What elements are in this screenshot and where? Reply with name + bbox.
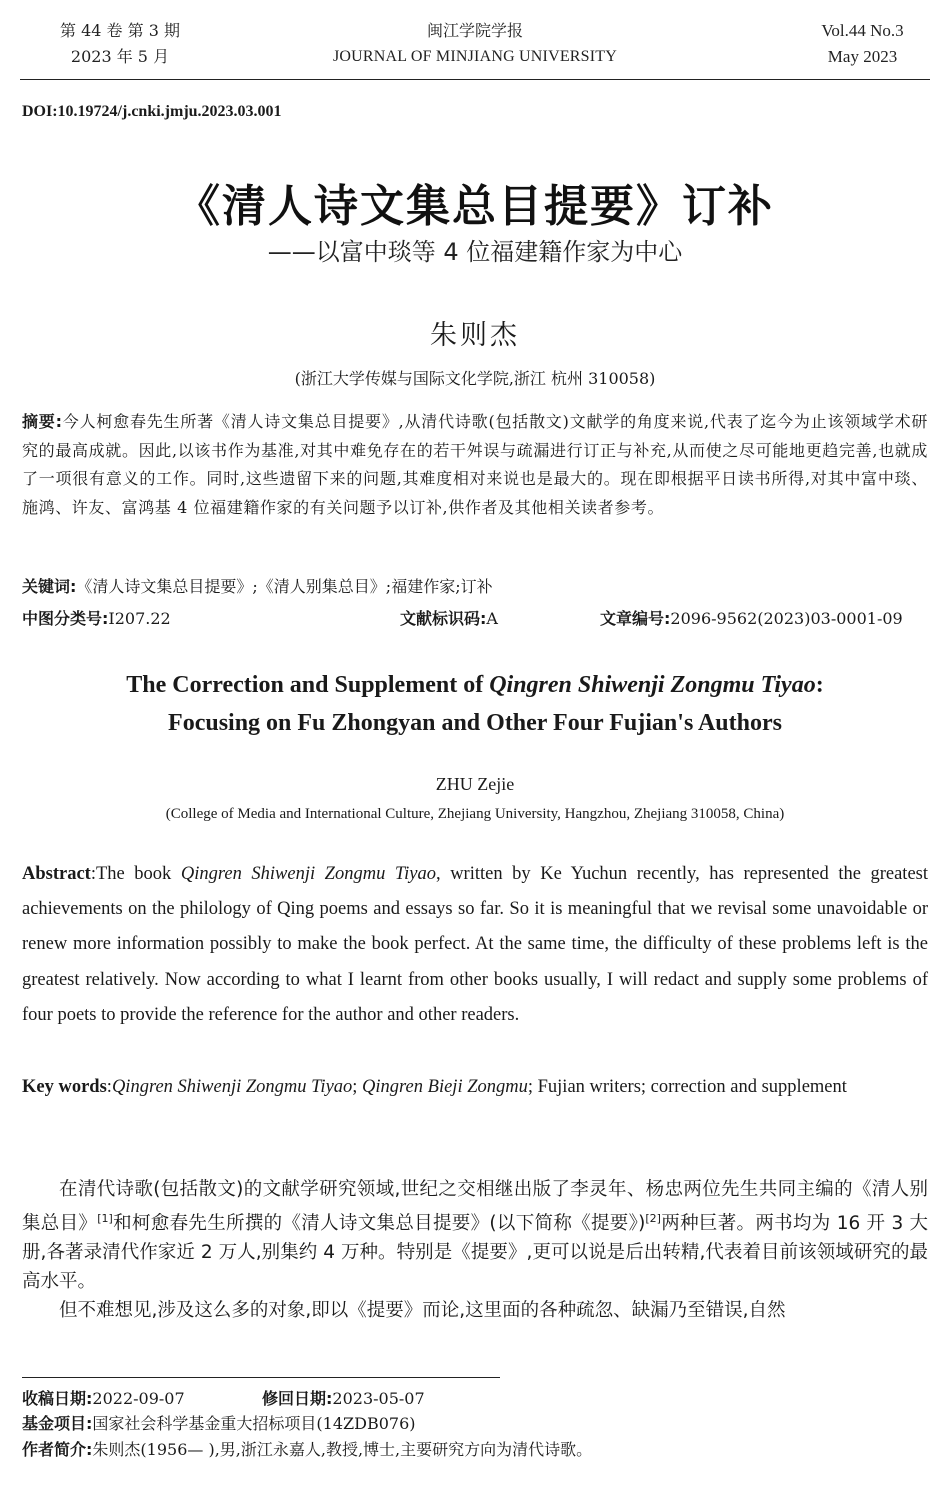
citation-1[interactable]: [1] <box>97 1212 113 1225</box>
document-code <box>400 606 498 629</box>
document-code-value: A <box>486 609 498 628</box>
title-en-line2: Focusing on Fu Zhongyan and Other Four Fujian's Authors <box>168 710 782 736</box>
journal-name <box>300 18 650 70</box>
author-name-en: ZHU Zejie <box>435 774 515 794</box>
article-number <box>600 606 903 629</box>
keywords-en-rest: ; Fujian writers; correction and supplement <box>527 1077 847 1097</box>
title-en-colon: : <box>815 672 824 698</box>
received-date <box>22 1389 185 1408</box>
keywords-en-label: Key words <box>22 1077 107 1097</box>
article-number-value: 2096-9562(2023)03-0001-09 <box>670 609 903 628</box>
bio-label: 作者简介: <box>22 1440 93 1459</box>
keywords-en-book1: Qingren Shiwenji Zongmu Tiyao <box>111 1077 353 1097</box>
volume-issue-cn: 第 44 卷 第 3 期 <box>60 21 180 40</box>
date-cn: 2023 年 5 月 <box>70 47 170 66</box>
p1-part-b: 和柯愈春先生所撰的《清人诗文集总目提要》(以下简称《提要》) <box>112 1213 646 1234</box>
keywords-cn <box>22 574 928 597</box>
p1-part-c: 两种巨著。两书均为 16 开 3 大册,各著录清代作家近 2 万人,别集约 4 万种。特别是《提要》,更可以说是后出转精,代表着目前该领域研究的最高水平。 <box>22 1213 928 1292</box>
journal-issue-cn <box>45 18 195 70</box>
journal-name-cn: 闽江学院学报 <box>426 21 523 40</box>
abstract-en-pre: The book <box>95 864 181 884</box>
abstract-en <box>22 857 928 1033</box>
keywords-en-sep: : <box>106 1077 112 1097</box>
clc-label: 中图分类号: <box>22 609 109 628</box>
revised-label: 修回日期: <box>262 1389 333 1408</box>
abstract-en-label: Abstract <box>22 864 91 884</box>
footnote-divider <box>22 1377 500 1378</box>
fund-value: 国家社会科学基金重大招标项目(14ZDB076) <box>92 1414 416 1433</box>
footnote-fund <box>22 1411 928 1434</box>
received-value: 2022-09-07 <box>92 1389 185 1408</box>
received-label: 收稿日期: <box>22 1389 93 1408</box>
keywords-en <box>22 1070 928 1105</box>
title-en-book: Qingren Shiwenji Zongmu Tiyao <box>489 672 816 698</box>
volume-issue-en: Vol.44 No.3 <box>821 21 904 40</box>
author-name-cn: 朱则杰 <box>430 320 520 351</box>
footnote-author-bio <box>22 1437 928 1460</box>
title-en-line1 <box>0 666 950 704</box>
article-number-label: 文章编号: <box>600 609 671 628</box>
abstract-en-text: , written by Ke Yuchun recently, has represented the greatest achievements on the philology of Qing poems and essays so far. So it is meaningful that we revisal some unavoidable or renew more information possibly to make the book perfect. At the same time, the difficulty of these problems left is the greatest relatively. Now according to what I learnt from other books usually, I will redact and supply some problems of four poets to provide the reference for the author and other readers. <box>22 864 928 1025</box>
abstract-cn-text: 今人柯愈春先生所著《清人诗文集总目提要》,从清代诗歌(包括散文)文献学的角度来说,代表了迄今为止该领域学术研究的最高成就。因此,以该书作为基准,对其中难免存在的若干舛误与疏漏进行订正与补充,从而使之尽可能地更趋完善,也就成了一项很有意义的工作。同时,这些遗留下来的问题,其难度相对来说也是最大的。现在即根据平日读书所得,对其中富中琰、施鸿、许友、富鸿基 4 位福建籍作家的有关问题予以订补,供作者及其他相关读者参考。 <box>22 412 929 518</box>
clc-number <box>22 606 171 629</box>
document-code-label: 文献标识码: <box>400 609 487 628</box>
revised-date <box>262 1386 425 1409</box>
article-title-cn: 《清人诗文集总目提要》订补 <box>176 181 774 232</box>
doi[interactable]: DOI:10.19724/j.cnki.jmju.2023.03.001 <box>22 103 282 120</box>
date-en: May 2023 <box>827 47 898 66</box>
body-text <box>22 1175 928 1325</box>
body-paragraph-1 <box>22 1175 928 1296</box>
author-affiliation-cn: (浙江大学传媒与国际文化学院,浙江 杭州 310058) <box>294 369 656 388</box>
body-paragraph-2: 但不难想见,涉及这么多的对象,即以《提要》而论,这里面的各种疏忽、缺漏乃至错误,自然 <box>59 1300 786 1321</box>
abstract-en-book: Qingren Shiwenji Zongmu Tiyao <box>180 864 437 884</box>
article-subtitle-cn: ——以富中琰等 4 位福建籍作家为中心 <box>267 238 683 266</box>
abstract-cn <box>22 408 928 523</box>
article-title-en <box>0 666 950 742</box>
author-affiliation-en: (College of Media and International Culture, Zhejiang University, Hangzhou, Zhejiang 310058, China) <box>165 806 785 822</box>
citation-2[interactable]: [2] <box>645 1212 661 1225</box>
clc-value: I207.22 <box>108 609 171 628</box>
journal-name-en: JOURNAL OF MINJIANG UNIVERSITY <box>332 48 618 65</box>
revised-value: 2023-05-07 <box>332 1389 425 1408</box>
keywords-en-book2: Qingren Bieji Zongmu <box>362 1077 528 1097</box>
abstract-en-sep: : <box>90 864 96 884</box>
header-divider <box>20 79 930 80</box>
classification-row <box>22 606 928 628</box>
title-en-prefix: The Correction and Supplement of <box>126 672 490 698</box>
keywords-cn-label: 关键词: <box>22 577 77 596</box>
p1-part-a: 在清代诗歌(包括散文)的文献学研究领域,世纪之交相继出版了李灵年、杨忠两位先生共同主编的《清人别集总目》 <box>22 1179 928 1234</box>
footnote-dates <box>22 1386 928 1409</box>
bio-value: 朱则杰(1956— ),男,浙江永嘉人,教授,博士,主要研究方向为清代诗歌。 <box>92 1440 593 1459</box>
fund-label: 基金项目: <box>22 1414 93 1433</box>
keywords-en-sep2: ; <box>352 1077 363 1097</box>
journal-issue-en <box>790 18 935 70</box>
keywords-cn-text: 《清人诗文集总目提要》;《清人别集总目》;福建作家;订补 <box>76 577 493 596</box>
abstract-cn-label: 摘要: <box>22 412 63 431</box>
